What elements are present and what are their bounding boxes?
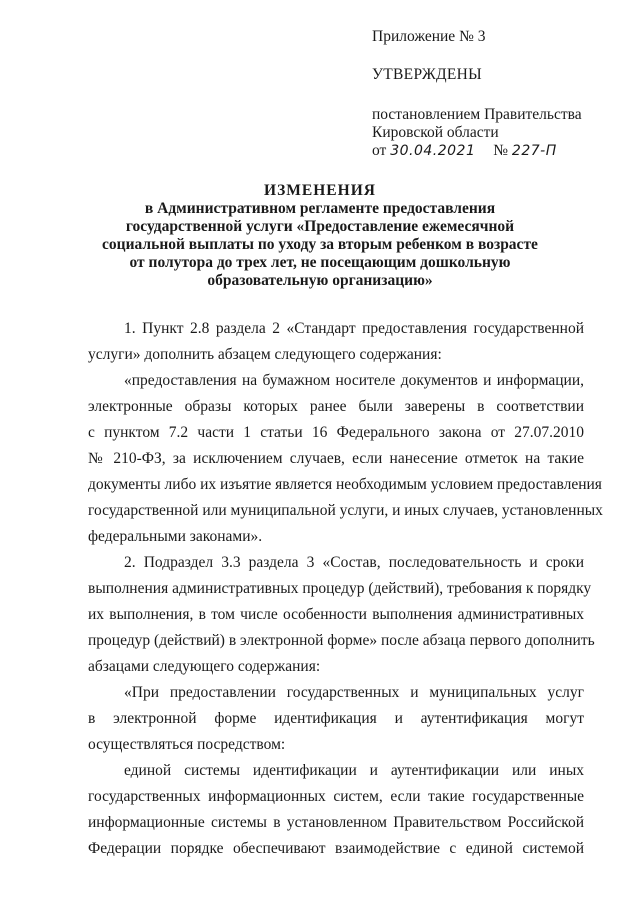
title-line: образовательную организацию» (207, 272, 433, 289)
body-line: государственной или муниципальной услуги, и иных случаев, установленных (88, 502, 603, 519)
body-line: с пунктом 7.2 части 1 статьи 16 Федерального закона от 27.07.2010 (88, 424, 584, 441)
body-line: «При предоставлении государственных и муниципальных услуг (124, 684, 584, 701)
body-line: «предоставления на бумажном носителе документов и информации, (124, 372, 584, 389)
body-line: государственных информационных систем, если такие государственные (88, 788, 584, 805)
body-line: 1. Пункт 2.8 раздела 2 «Стандарт предоставления государственной (124, 320, 584, 337)
approval-header (372, 28, 612, 160)
title-heading: ИЗМЕНЕНИЯ (264, 182, 376, 199)
decree-date-line (372, 142, 612, 160)
document-body (88, 316, 603, 862)
title-line: социальной выплаты по уходу за вторым ребенком в возрасте (102, 236, 538, 253)
body-line: № 210-ФЗ, за исключением случаев, если нанесение отметок на такие (88, 450, 584, 467)
number-label: № (493, 142, 509, 159)
body-line: в электронной форме идентификация и аутентификация могут (88, 710, 584, 727)
appendix-label: Приложение № 3 (372, 28, 486, 45)
decree-line-1: постановлением Правительства (372, 106, 582, 123)
body-line: 2. Подраздел 3.3 раздела 3 «Состав, последовательность и сроки (124, 554, 584, 571)
body-line: Федерации порядке обеспечивают взаимодействие с единой системой (88, 840, 584, 857)
title-line: от полутора до трех лет, не посещающим дошкольную (129, 254, 511, 271)
document-title (100, 182, 540, 290)
decree-reference (372, 106, 612, 160)
body-line: осуществляться посредством: (88, 736, 286, 753)
approved-label: УТВЕРЖДЕНЫ (372, 66, 482, 83)
body-line: выполнения административных процедур (действий), требования к порядку (88, 580, 592, 597)
title-line: в Административном регламенте предоставления (144, 200, 496, 217)
decree-line-2: Кировской области (372, 124, 499, 141)
title-line: государственной услуги «Предоставление ежемесячной (125, 218, 515, 235)
date-prefix: от (372, 142, 387, 159)
body-line: документы либо их изъятие является необходимым условием предоставления (88, 476, 602, 493)
body-line: абзацами следующего содержания: (88, 658, 321, 675)
handwritten-date: 30.04.2021 (390, 143, 476, 159)
body-line: федеральными законами». (88, 528, 263, 545)
body-line: информационные системы в установленном Правительством Российской (88, 814, 584, 831)
body-line: услуги» дополнить абзацем следующего содержания: (88, 346, 442, 363)
body-line: единой системы идентификации и аутентификации или иных (124, 762, 584, 779)
body-line: электронные образы которых ранее были заверены в соответствии (88, 398, 584, 415)
body-line: их выполнения, в том числе особенности выполнения административных (88, 606, 584, 623)
handwritten-number: 227-П (511, 143, 557, 159)
body-line: процедур (действий) в электронной форме» после абзаца первого дополнить (88, 632, 595, 649)
